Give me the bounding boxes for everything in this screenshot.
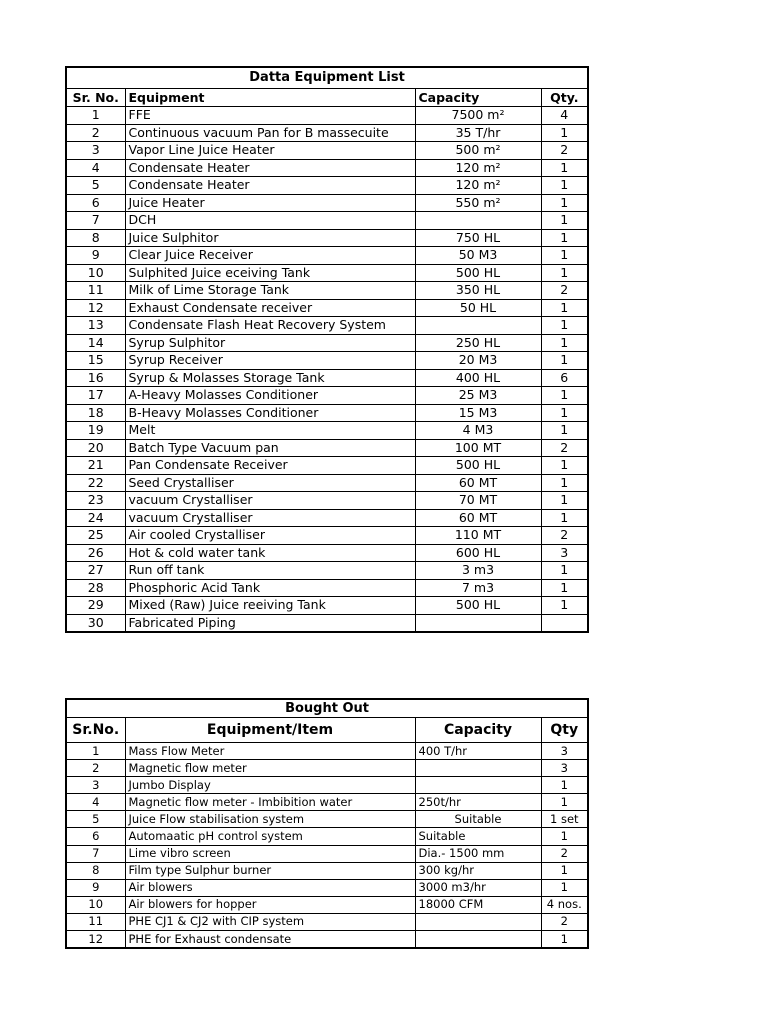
cell-capacity: Suitable [415, 828, 541, 845]
cell-sr-no: 4 [66, 794, 125, 811]
cell-capacity: 50 HL [415, 299, 541, 317]
cell-capacity: 7 m3 [415, 579, 541, 597]
cell-capacity: 3 m3 [415, 562, 541, 580]
cell-qty: 1 [541, 212, 588, 230]
cell-qty: 1 [541, 457, 588, 475]
cell-capacity [415, 317, 541, 335]
table-row [66, 614, 588, 632]
cell-capacity: 100 MT [415, 439, 541, 457]
cell-equipment: Seed Crystalliser [125, 474, 415, 492]
cell-sr-no: 17 [66, 387, 125, 405]
table-row [66, 369, 588, 387]
cell-equipment-item: Jumbo Display [125, 777, 415, 794]
cell-equipment: Melt [125, 422, 415, 440]
cell-sr-no: 10 [66, 896, 125, 913]
cell-equipment-item: PHE for Exhaust condensate [125, 931, 415, 949]
cell-qty: 2 [541, 913, 588, 930]
cell-sr-no: 10 [66, 264, 125, 282]
cell-qty: 1 [541, 777, 588, 794]
cell-equipment: Continuous vacuum Pan for B massecuite [125, 124, 415, 142]
cell-equipment: Milk of Lime Storage Tank [125, 282, 415, 300]
cell-sr-no: 14 [66, 334, 125, 352]
cell-capacity: 20 M3 [415, 352, 541, 370]
cell-qty: 6 [541, 369, 588, 387]
cell-equipment-item: Magnetic flow meter - Imbibition water [125, 794, 415, 811]
table-row [66, 760, 588, 777]
table-row [66, 387, 588, 405]
cell-qty: 2 [541, 439, 588, 457]
cell-equipment-item: Mass Flow Meter [125, 743, 415, 760]
table-row [66, 159, 588, 177]
table-title: Bought Out [66, 699, 588, 718]
table-row [66, 299, 588, 317]
cell-sr-no: 1 [66, 107, 125, 125]
cell-qty: 1 [541, 334, 588, 352]
cell-sr-no: 8 [66, 229, 125, 247]
cell-capacity: 7500 m² [415, 107, 541, 125]
cell-equipment: DCH [125, 212, 415, 230]
cell-sr-no: 13 [66, 317, 125, 335]
header-sr-no: Sr. No. [66, 89, 125, 107]
cell-equipment: Condensate Flash Heat Recovery System [125, 317, 415, 335]
cell-capacity: 25 M3 [415, 387, 541, 405]
cell-equipment-item: Film type Sulphur burner [125, 862, 415, 879]
cell-equipment-item: Air blowers [125, 879, 415, 896]
cell-capacity: Suitable [415, 811, 541, 828]
cell-sr-no: 12 [66, 299, 125, 317]
cell-sr-no: 6 [66, 828, 125, 845]
cell-capacity: 250t/hr [415, 794, 541, 811]
table-row [66, 194, 588, 212]
cell-sr-no: 2 [66, 124, 125, 142]
cell-qty: 2 [541, 527, 588, 545]
table-row [66, 527, 588, 545]
table-row [66, 264, 588, 282]
cell-qty: 1 [541, 159, 588, 177]
table-row [66, 474, 588, 492]
cell-sr-no: 6 [66, 194, 125, 212]
table-row [66, 422, 588, 440]
cell-sr-no: 26 [66, 544, 125, 562]
bought-out-table [65, 698, 589, 949]
cell-sr-no: 12 [66, 931, 125, 949]
cell-equipment: Pan Condensate Receiver [125, 457, 415, 475]
cell-equipment: Syrup Sulphitor [125, 334, 415, 352]
cell-sr-no: 27 [66, 562, 125, 580]
header-qty: Qty [541, 718, 588, 743]
cell-equipment: Syrup & Molasses Storage Tank [125, 369, 415, 387]
cell-sr-no: 24 [66, 509, 125, 527]
cell-capacity: 120 m² [415, 177, 541, 195]
table-title-row [66, 67, 588, 89]
table-title-row [66, 699, 588, 718]
cell-equipment: Phosphoric Acid Tank [125, 579, 415, 597]
cell-capacity: 60 MT [415, 509, 541, 527]
cell-capacity: 120 m² [415, 159, 541, 177]
cell-equipment-item: Magnetic flow meter [125, 760, 415, 777]
cell-sr-no: 16 [66, 369, 125, 387]
table-row [66, 229, 588, 247]
cell-equipment: Clear Juice Receiver [125, 247, 415, 265]
table-row [66, 107, 588, 125]
cell-sr-no: 7 [66, 845, 125, 862]
cell-equipment: Syrup Receiver [125, 352, 415, 370]
cell-capacity: 50 M3 [415, 247, 541, 265]
cell-sr-no: 30 [66, 614, 125, 632]
cell-capacity [415, 777, 541, 794]
table-row [66, 544, 588, 562]
table-row [66, 142, 588, 160]
cell-qty: 1 [541, 492, 588, 510]
cell-capacity: 60 MT [415, 474, 541, 492]
cell-sr-no: 22 [66, 474, 125, 492]
cell-equipment-item: PHE CJ1 & CJ2 with CIP system [125, 913, 415, 930]
table-header-row [66, 89, 588, 107]
table-row [66, 212, 588, 230]
cell-capacity: 15 M3 [415, 404, 541, 422]
cell-capacity: 35 T/hr [415, 124, 541, 142]
cell-capacity [415, 212, 541, 230]
cell-capacity: 400 HL [415, 369, 541, 387]
cell-sr-no: 15 [66, 352, 125, 370]
cell-sr-no: 23 [66, 492, 125, 510]
cell-capacity: Dia.- 1500 mm [415, 845, 541, 862]
cell-sr-no: 2 [66, 760, 125, 777]
table-row [66, 862, 588, 879]
table-row [66, 247, 588, 265]
cell-equipment: Exhaust Condensate receiver [125, 299, 415, 317]
cell-qty: 1 set [541, 811, 588, 828]
header-capacity: Capacity [415, 89, 541, 107]
cell-equipment: Vapor Line Juice Heater [125, 142, 415, 160]
table-row [66, 913, 588, 930]
cell-sr-no: 9 [66, 879, 125, 896]
cell-sr-no: 21 [66, 457, 125, 475]
table-row [66, 597, 588, 615]
header-equipment-item: Equipment/Item [125, 718, 415, 743]
cell-qty: 1 [541, 931, 588, 949]
cell-equipment-item: Air blowers for hopper [125, 896, 415, 913]
cell-sr-no: 19 [66, 422, 125, 440]
cell-capacity: 18000 CFM [415, 896, 541, 913]
cell-qty: 3 [541, 743, 588, 760]
cell-equipment: vacuum Crystalliser [125, 509, 415, 527]
datta-equipment-table [65, 66, 589, 633]
cell-capacity: 500 HL [415, 264, 541, 282]
cell-sr-no: 3 [66, 777, 125, 794]
cell-equipment: Sulphited Juice eceiving Tank [125, 264, 415, 282]
cell-capacity: 500 HL [415, 597, 541, 615]
cell-equipment: Mixed (Raw) Juice reeiving Tank [125, 597, 415, 615]
cell-equipment: Condensate Heater [125, 159, 415, 177]
cell-sr-no: 11 [66, 913, 125, 930]
cell-qty: 1 [541, 562, 588, 580]
cell-capacity [415, 913, 541, 930]
cell-equipment: vacuum Crystalliser [125, 492, 415, 510]
table-row [66, 811, 588, 828]
cell-capacity: 500 m² [415, 142, 541, 160]
cell-sr-no: 3 [66, 142, 125, 160]
cell-equipment: Juice Heater [125, 194, 415, 212]
cell-qty: 3 [541, 544, 588, 562]
table-row [66, 124, 588, 142]
cell-sr-no: 1 [66, 743, 125, 760]
header-capacity: Capacity [415, 718, 541, 743]
cell-qty: 1 [541, 794, 588, 811]
cell-equipment: Condensate Heater [125, 177, 415, 195]
cell-qty: 1 [541, 352, 588, 370]
cell-sr-no: 4 [66, 159, 125, 177]
cell-qty: 3 [541, 760, 588, 777]
table-header-row [66, 718, 588, 743]
cell-sr-no: 29 [66, 597, 125, 615]
table-row [66, 334, 588, 352]
cell-capacity: 250 HL [415, 334, 541, 352]
cell-sr-no: 9 [66, 247, 125, 265]
table-row [66, 845, 588, 862]
cell-capacity: 4 M3 [415, 422, 541, 440]
cell-equipment-item: Juice Flow stabilisation system [125, 811, 415, 828]
table-row [66, 743, 588, 760]
table-row [66, 879, 588, 896]
table-row [66, 457, 588, 475]
table-row [66, 177, 588, 195]
cell-equipment-item: Lime vibro screen [125, 845, 415, 862]
cell-qty: 1 [541, 387, 588, 405]
cell-qty: 1 [541, 124, 588, 142]
cell-equipment: Juice Sulphitor [125, 229, 415, 247]
cell-capacity: 3000 m3/hr [415, 879, 541, 896]
header-qty: Qty. [541, 89, 588, 107]
cell-capacity: 300 kg/hr [415, 862, 541, 879]
cell-equipment: Run off tank [125, 562, 415, 580]
cell-qty: 1 [541, 879, 588, 896]
cell-equipment: FFE [125, 107, 415, 125]
cell-sr-no: 20 [66, 439, 125, 457]
cell-equipment: Air cooled Crystalliser [125, 527, 415, 545]
cell-capacity [415, 931, 541, 949]
cell-qty: 1 [541, 317, 588, 335]
cell-sr-no: 28 [66, 579, 125, 597]
table-row [66, 509, 588, 527]
cell-capacity: 550 m² [415, 194, 541, 212]
cell-capacity: 70 MT [415, 492, 541, 510]
cell-qty: 2 [541, 142, 588, 160]
table-row [66, 282, 588, 300]
cell-sr-no: 8 [66, 862, 125, 879]
cell-sr-no: 11 [66, 282, 125, 300]
cell-sr-no: 5 [66, 177, 125, 195]
cell-sr-no: 7 [66, 212, 125, 230]
cell-equipment: Hot & cold water tank [125, 544, 415, 562]
table-row [66, 931, 588, 949]
table-row [66, 317, 588, 335]
cell-equipment: A-Heavy Molasses Conditioner [125, 387, 415, 405]
cell-equipment: Batch Type Vacuum pan [125, 439, 415, 457]
cell-qty: 1 [541, 177, 588, 195]
table-row [66, 777, 588, 794]
cell-capacity [415, 614, 541, 632]
cell-equipment-item: Automaatic pH control system [125, 828, 415, 845]
table-title: Datta Equipment List [66, 67, 588, 89]
header-equipment: Equipment [125, 89, 415, 107]
table-row [66, 562, 588, 580]
cell-qty [541, 614, 588, 632]
cell-qty: 4 nos. [541, 896, 588, 913]
cell-qty: 1 [541, 579, 588, 597]
cell-capacity: 500 HL [415, 457, 541, 475]
cell-qty: 2 [541, 282, 588, 300]
cell-qty: 2 [541, 845, 588, 862]
cell-qty: 1 [541, 229, 588, 247]
cell-capacity: 750 HL [415, 229, 541, 247]
cell-sr-no: 18 [66, 404, 125, 422]
cell-sr-no: 5 [66, 811, 125, 828]
table-row [66, 492, 588, 510]
cell-qty: 1 [541, 264, 588, 282]
table-row [66, 794, 588, 811]
cell-capacity [415, 760, 541, 777]
cell-equipment: Fabricated Piping [125, 614, 415, 632]
cell-sr-no: 25 [66, 527, 125, 545]
cell-capacity: 350 HL [415, 282, 541, 300]
cell-capacity: 110 MT [415, 527, 541, 545]
table-row [66, 828, 588, 845]
table-row [66, 896, 588, 913]
cell-qty: 1 [541, 474, 588, 492]
cell-qty: 1 [541, 862, 588, 879]
cell-qty: 4 [541, 107, 588, 125]
cell-qty: 1 [541, 509, 588, 527]
table-row [66, 404, 588, 422]
cell-qty: 1 [541, 247, 588, 265]
cell-capacity: 600 HL [415, 544, 541, 562]
cell-capacity: 400 T/hr [415, 743, 541, 760]
cell-qty: 1 [541, 828, 588, 845]
table-row [66, 439, 588, 457]
cell-qty: 1 [541, 194, 588, 212]
table-row [66, 352, 588, 370]
cell-qty: 1 [541, 422, 588, 440]
table-row [66, 579, 588, 597]
cell-qty: 1 [541, 597, 588, 615]
cell-qty: 1 [541, 404, 588, 422]
header-sr-no: Sr.No. [66, 718, 125, 743]
cell-equipment: B-Heavy Molasses Conditioner [125, 404, 415, 422]
cell-qty: 1 [541, 299, 588, 317]
